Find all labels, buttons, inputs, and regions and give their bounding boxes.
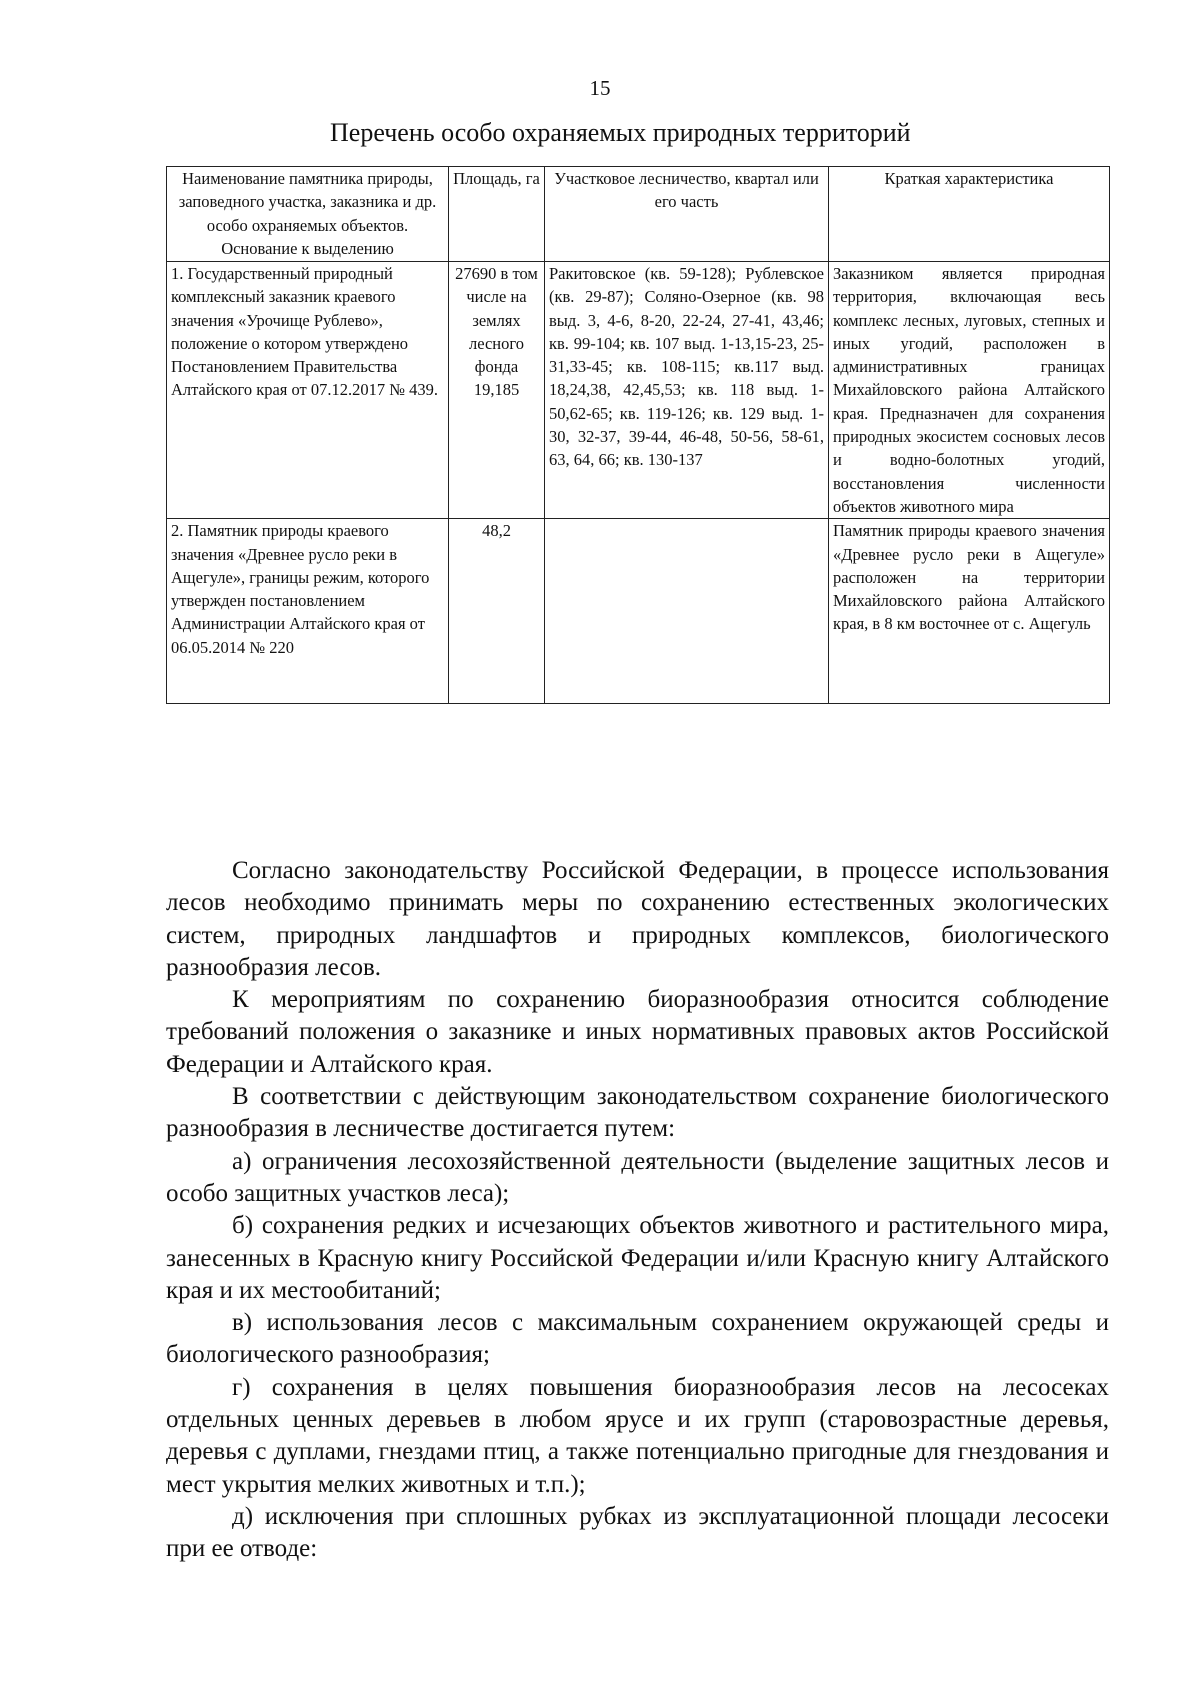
row-1-name: 1. Государственный природный комплексный заказник краевого значения «Урочище Рублево», положение о котором утверждено Постановлением Правительства Алтайского края от 07.12.2017 № 439. (167, 262, 449, 519)
paragraph: Согласно законодательству Российской Федерации, в процессе использования лесов необходимо принимать меры по сохранению естественных экологических систем, природных ландшафтов и природных комплексов, биологического разнообразия лесов. (166, 857, 1109, 981)
row-2-description: Памятник природы краевого значения «Древнее русло реки в Ащегуле» расположен на территории Михайловского района Алтайского края, в 8 км восточнее от с. Ащегуль (829, 519, 1110, 704)
page-number: 15 (589, 76, 611, 100)
row-1-description: Заказником является природная территория, включающая весь комплекс лесных, луговых, степных и иных угодий, расположен в административных границах Михайловского района Алтайского края. Предназначен для сохранения природных экосистем сосновых лесов и водно-болотных угодий, восстановления численности объектов животного мира (829, 262, 1110, 519)
row-2-forest (545, 519, 829, 704)
document-title: Перечень особо охраняемых природных территорий (330, 118, 911, 147)
row-1-forest: Ракитовское (кв. 59-128); Рублевское (кв. 29-87); Соляно-Озерное (кв. 98 выд. 3, 4-6, 8-20, 22-24, 27-41, 43,46; кв. 99-104; кв. 107 выд. 1-13,15-23, 25-31,33-45; кв. 108-115; кв.117 выд. 18,24,38, 42,45,53; кв. 118 выд. 1-50,62-65; кв. 119-126; кв. 129 выд. 1-30, 32-37, 39-44, 46-48, 50-56, 58-61, 63, 64, 66; кв. 130-137 (545, 262, 829, 519)
row-1-area: 27690 в том числе на землях лесного фонда 19,185 (449, 262, 545, 519)
table-header-row (167, 167, 1110, 262)
header-area: Площадь, га (449, 167, 545, 262)
table-row (167, 519, 1110, 704)
header-description: Краткая характеристика (829, 167, 1110, 262)
paragraph: б) сохранения редких и исчезающих объектов животного и растительного мира, занесенных в Красную книгу Российской Федерации и/или Красную книгу Алтайского края и их местообитаний; (166, 1212, 1109, 1304)
row-2-area: 48,2 (449, 519, 545, 704)
body-text (166, 855, 1109, 1566)
header-name: Наименование памятника природы, заповедного участка, заказника и др. особо охраняемых объектов. Основание к выделению (167, 167, 449, 262)
table-row (167, 262, 1110, 519)
paragraph: г) сохранения в целях повышения биоразнообразия лесов на лесосеках отдельных ценных деревьев в любом ярусе и их групп (старовозрастные деревья, деревья с дуплами, гнездами птиц, а также потенциально пригодные для гнездования и мест укрытия мелких животных и т.п.); (166, 1373, 1109, 1498)
protected-areas-table (166, 166, 1110, 704)
paragraph: а) ограничения лесохозяйственной деятельности (выделение защитных лесов и особо защитных участков леса); (166, 1147, 1109, 1207)
paragraph: в) использования лесов с максимальным сохранением окружающей среды и биологического разнообразия; (166, 1309, 1109, 1369)
paragraph: К мероприятиям по сохранению биоразнообразия относится соблюдение требований положения о заказнике и иных нормативных правовых актов Российской Федерации и Алтайского края. (166, 986, 1109, 1078)
paragraph: В соответствии с действующим законодательством сохранение биологического разнообразия в лесничестве достигается путем: (166, 1083, 1109, 1143)
header-forest: Участковое лесничество, квартал или его часть (545, 167, 829, 262)
paragraph: д) исключения при сплошных рубках из эксплуатационной площади лесосеки при ее отводе: (166, 1502, 1109, 1563)
row-2-name: 2. Памятник природы краевого значения «Древнее русло реки в Ащегуле», границы режим, которого утвержден постановлением Администрации Алтайского края от 06.05.2014 № 220 (167, 519, 449, 704)
